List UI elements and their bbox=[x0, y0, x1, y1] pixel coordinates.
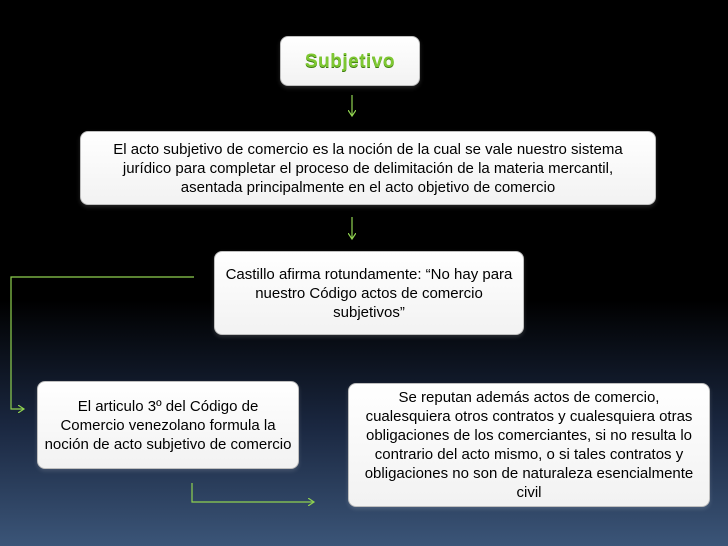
article-node bbox=[37, 381, 299, 469]
quote-text: Castillo afirma rotundamente: “No hay para nuestro Código actos de comercio subjetivos” bbox=[225, 265, 513, 321]
reputation-text: Se reputan además actos de comercio, cualesquiera otros contratos y cualesquiera otras obligaciones de los comerciantes, si no resulta lo contrario del acto mismo, o si tales contratos y obligaciones no son de naturaleza esencialmente civil bbox=[364, 389, 694, 501]
title-node bbox=[280, 36, 420, 86]
definition-node bbox=[80, 131, 656, 205]
quote-node bbox=[214, 251, 524, 335]
arrow-article-to-reputation bbox=[192, 483, 314, 502]
diagram-title: Subjetivo bbox=[304, 50, 395, 72]
definition-text: El acto subjetivo de comercio es la noción de la cual se vale nuestro sistema jurídico para completar el proceso de delimitación de la materia mercantil, asentada principalmente en el acto objetivo de comercio bbox=[113, 140, 623, 196]
article-text: El articulo 3º del Código de Comercio venezolano formula la noción de acto subjetivo de comercio bbox=[44, 397, 292, 453]
reputation-node bbox=[348, 383, 710, 507]
